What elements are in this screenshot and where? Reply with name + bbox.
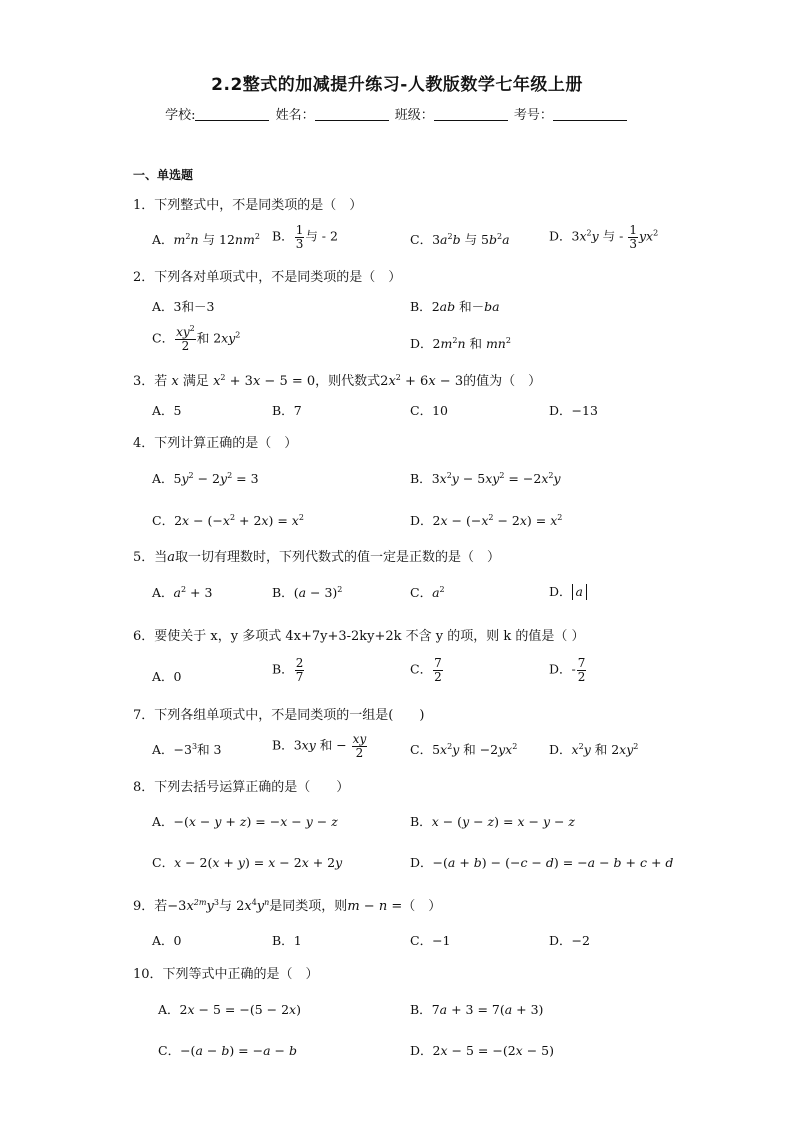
exam-no-blank[interactable] [553,108,627,121]
q2-option-c[interactable]: C． $\frac{xy^2}{2}$ 和 $2xy^2$ [152,324,241,353]
q8-option-b[interactable]: B．x − (y − z) = x − y − z [410,814,576,829]
option-letter: B． [272,737,294,753]
q5-option-a[interactable]: A．$a^2 + 3$ [152,585,213,600]
page-title: 2.2整式的加减提升练习-人教版数学七年级上册 [211,75,583,95]
q2-option-a[interactable]: A．3和－3 [152,299,215,314]
question-1-stem: 1．下列整式中，不是同类项的是（ ） [133,198,363,213]
school-blank[interactable] [195,108,269,121]
question-9-stem: 9．若$-3x^{2m}y^3$与 $2x^4y^n$是同类项，则m − n =（ ） [133,898,442,914]
option-letter: B． [272,403,294,418]
q9-option-b[interactable]: B．1 [272,933,302,948]
q7-option-b[interactable]: B．3xy 和 − $\frac{xy}{2}$ [272,732,367,760]
class-label: 班级： [394,108,434,123]
option-letter: C． [410,661,433,677]
option-letter: C． [158,1043,181,1058]
option-letter: A． [152,814,174,829]
q6-option-c[interactable]: C． $\frac{7}{2}$ [410,656,442,684]
option-letter: B． [410,471,432,486]
q1-option-a[interactable]: A．$m^2n$ 与 $12nm^2$ [152,232,260,247]
question-3-stem: 3．若 x 满足 $x^2 + 3x - 5 = 0$，则代数式$2x^2 + 6x - 3$的值为（ ） [133,373,542,389]
name-label: 姓名： [275,108,315,123]
q5-option-c[interactable]: C．$a^2$ [410,585,445,600]
q6-option-b[interactable]: B． $\frac{2}{7}$ [272,656,304,684]
option-letter: D． [410,336,433,351]
q3-option-c[interactable]: C．10 [410,403,448,418]
option-letter: B． [410,1002,432,1017]
option-letter: C． [410,933,433,948]
option-letter: B． [272,585,294,600]
exam-no-label: 考号： [513,108,553,123]
q3-option-b[interactable]: B．7 [272,403,302,418]
q3-option-a[interactable]: A．5 [152,403,182,418]
option-letter: D． [549,661,572,677]
option-letter: A． [152,403,174,418]
option-letter: C． [152,855,175,870]
question-4-stem: 4．下列计算正确的是（ ） [133,436,298,451]
school-label: 学校: [165,108,196,123]
q9-option-d[interactable]: D．−2 [549,933,590,948]
q6-option-a[interactable]: A．0 [152,669,182,684]
q1-option-b[interactable]: B． $\frac{1}{3}$ 与 - 2 [272,223,338,251]
option-letter: B． [410,814,432,829]
q7-option-d[interactable]: D．$x^2y$ 和 $2xy^2$ [549,742,639,757]
option-letter: C． [410,585,433,600]
question-5-stem: 5．当a取一切有理数时，下列代数式的值一定是正数的是（ ） [133,550,501,565]
q4-option-c[interactable]: C．$2x - (-x^2 + 2x) = x^2$ [152,513,304,528]
q4-option-d[interactable]: D．$2x - (-x^2 - 2x) = x^2$ [410,513,563,528]
option-letter: A． [152,742,174,757]
question-8-stem: 8．下列去括号运算正确的是（ ） [133,780,350,795]
q10-option-c[interactable]: C．−(a − b) = −a − b [158,1043,297,1058]
option-letter: C． [410,232,433,247]
q10-option-a[interactable]: A．2x − 5 = −(5 − 2x) [158,1002,301,1017]
option-letter: D． [410,855,433,870]
option-letter: D． [549,403,572,418]
option-letter: B． [410,299,432,314]
q9-option-c[interactable]: C．−1 [410,933,451,948]
option-letter: D． [549,228,572,244]
option-letter: D． [410,1043,433,1058]
option-letter: A． [152,299,174,314]
q4-option-a[interactable]: A．$5y^2 - 2y^2 = 3$ [152,471,259,486]
option-letter: A． [152,585,174,600]
option-letter: D． [549,933,572,948]
q8-option-a[interactable]: A．−(x − y + z) = −x − y − z [152,814,338,829]
section-heading: 一、单选题 [133,168,194,182]
option-letter: C． [410,403,433,418]
option-letter: C． [152,513,175,528]
q3-option-d[interactable]: D．−13 [549,403,598,418]
question-2-stem: 2．下列各对单项式中，不是同类项的是（ ） [133,270,402,285]
q7-option-a[interactable]: A．$-3^3$和 3 [152,742,222,757]
question-7-stem: 7．下列各组单项式中，不是同类项的一组是( ) [133,708,425,723]
option-letter: B． [272,933,294,948]
option-letter: A． [152,232,174,247]
q10-option-b[interactable]: B．7a + 3 = 7(a + 3) [410,1002,544,1017]
question-10-stem: 10．下列等式中正确的是（ ） [133,967,319,982]
option-letter: A． [158,1002,180,1017]
q4-option-b[interactable]: B．$3x^2y - 5xy^2 = -2x^2y$ [410,471,561,486]
option-letter: B． [272,228,294,244]
name-blank[interactable] [315,108,389,121]
q6-option-d[interactable]: D．- $\frac{7}{2}$ [549,656,586,684]
option-letter: C． [410,742,433,757]
q2-option-d[interactable]: D．$2m^2n$ 和 $mn^2$ [410,336,511,351]
option-letter: A． [152,471,174,486]
q8-option-d[interactable]: D．−(a + b) − (−c − d) = −a − b + c + d [410,855,674,870]
q9-option-a[interactable]: A．0 [152,933,182,948]
q7-option-c[interactable]: C．$5x^2y$ 和 $-2yx^2$ [410,742,518,757]
option-letter: D． [549,742,572,757]
q8-option-c[interactable]: C．x − 2(x + y) = x − 2x + 2y [152,855,343,870]
option-letter: A． [152,669,174,684]
q2-option-b[interactable]: B．2ab 和－ba [410,299,500,314]
option-letter: C． [152,330,175,346]
q5-option-d[interactable]: D． a [549,582,587,600]
option-letter: D． [410,513,433,528]
q1-option-c[interactable]: C．$3a^2b$ 与 $5b^2a$ [410,232,510,247]
option-letter: A． [152,933,174,948]
class-blank[interactable] [434,108,508,121]
q1-option-d[interactable]: D．$3x^2y$ 与 - $\frac{1}{3}$ $yx^2$ [549,223,659,251]
student-info-line [0,104,794,123]
option-letter: B． [272,661,294,677]
q10-option-d[interactable]: D．2x − 5 = −(2x − 5) [410,1043,554,1058]
q5-option-b[interactable]: B．$(a - 3)^2$ [272,585,343,600]
option-letter: D． [549,584,572,599]
question-6-stem: 6．要使关于 x，y 多项式 4x+7y+3-2ky+2k 不含 y 的项，则 k 的值是（ ） [133,629,585,644]
